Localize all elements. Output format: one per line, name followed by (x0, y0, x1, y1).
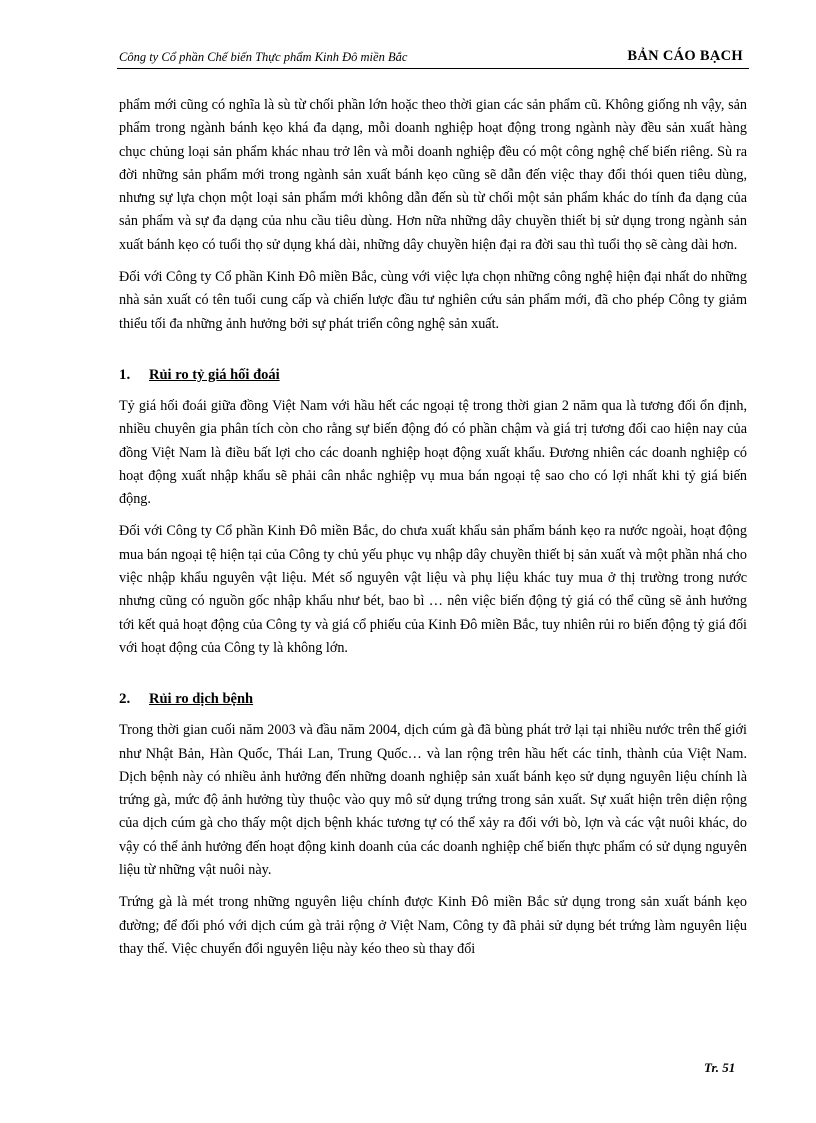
section-heading-exchange-rate-risk (119, 364, 747, 386)
header-company-name: Công ty Cổ phần Chế biến Thực phẩm Kinh Đô miền Bắc (119, 50, 408, 64)
paragraph: Đối với Công ty Cổ phần Kinh Đô miền Bắc, do chưa xuất khẩu sản phẩm bánh kẹo ra nước ngoài, hoạt động mua bán ngoại tệ hiện tại của Công ty chủ yếu phục vụ nhập dây chuyền thiết bị sản xuất và một phần nhá cho việc nhập khẩu nguyên vật liệu. Mét số nguyên vật liệu và phụ liệu khác tuy mua ở thị trường trong nước nhưng cũng có nguồn gốc nhập khẩu như bét, bao bì … nên việc biến động tỷ giá có thể cũng sẽ ảnh hưởng tới kết quả hoạt động của Công ty và giá cổ phiếu của Kinh Đô miền Bắc, tuy nhiên rủi ro biến động tỷ giá đối với hoạt động của Công ty là không lớn. (119, 523, 747, 656)
page-number: Tr. 51 (704, 1060, 736, 1075)
section-heading-epidemic-risk (119, 688, 747, 710)
paragraph: phẩm mới cũng có nghĩa là sù từ chối phần lớn hoặc theo thời gian các sản phẩm cũ. Không giống nh vậy, sản phẩm trong ngành bánh kẹo khá đa dạng, mỗi doanh nghiệp hoạt động trong ngành này đều sản xuất hàng chục chủng loại sản phẩm khác nhau trở lên và mỗi doanh nghiệp đều có một công nghệ chế biến riêng. Sù ra đời những sản phẩm mới trong ngành sản xuất bánh kẹo cũng sẽ dẫn đến việc thay đổi thói quen tiêu dùng, nhưng sự lựa chọn một loại sản phẩm mới không dẫn đến sù từ chối một sản phẩm khác do tính đa dạng của sản phẩm và sự đa dạng của nhu cầu tiêu dùng. Hơn nữa những dây chuyền thiết bị sử dụng trong ngành sản xuất bánh kẹo có tuổi thọ sử dụng khá dài, những dây chuyền hiện đại ra đời sau thì tuổi thọ sẽ càng dài hơn. (119, 97, 747, 253)
paragraph: Trứng gà là mét trong những nguyên liệu chính được Kinh Đô miền Bắc sử dụng trong sản xuất bánh kẹo đường; để đối phó với dịch cúm gà trải rộng ở Việt Nam, Công ty đã phải sử dụng bét trứng làm nguyên liệu thay thế. Việc chuyển đổi nguyên liệu này kéo theo sù thay đổi (119, 894, 747, 957)
header-document-title: BẢN CÁO BẠCH (627, 48, 743, 64)
paragraph: Đối với Công ty Cổ phần Kinh Đô miền Bắc, cùng với việc lựa chọn những công nghệ hiện đại nhất do những nhà sản xuất có tên tuổi cung cấp và chiến lược đầu tư nghiên cứu sản phẩm mới, đã cho phép Công ty giảm thiểu tối đa những ảnh hưởng bởi sự phát triển công nghệ sản xuất. (119, 269, 747, 332)
section-title: Rủi ro dịch bệnh (149, 691, 254, 708)
section-number: 1. (119, 366, 131, 383)
section-title: Rủi ro tỷ giá hối đoái (149, 366, 280, 383)
paragraph: Tỷ giá hối đoái giữa đồng Việt Nam với hầu hết các ngoại tệ trong thời gian 2 năm qua là tương đối ổn định, nhiều chuyên gia phân tích còn cho rằng sự biến động đó có phần chậm và giá trị tương đối cao hiện nay của đồng Việt Nam là điều bất lợi cho các doanh nghiệp hoạt động xuất khẩu. Đương nhiên các doanh nghiệp có hoạt động xuất nhập khẩu sẽ phải cân nhắc nghiệp vụ mua bán ngoại tệ sao cho có lợi nhất khi tỷ giá biến động. (119, 397, 747, 508)
paragraph: Trong thời gian cuối năm 2003 và đầu năm 2004, dịch cúm gà đã bùng phát trở lại tại nhiều nước trên thế giới như Nhật Bản, Hàn Quốc, Thái Lan, Trung Quốc… và lan rộng trên hầu hết các tỉnh, thành của Việt Nam. Dịch bệnh này có nhiều ảnh hưởng đến những doanh nghiệp sản xuất bánh kẹo sử dụng nguyên liệu chính là trứng gà, mức độ ảnh hưởng tùy thuộc vào quy mô sử dụng trứng trong sản xuất. Sự xuất hiện trên diện rộng của dịch cúm gà cho thấy một dịch bệnh khác tương tự có thể xảy ra đối với bò, lợn và các vật nuôi khác, do vậy có thể ảnh hưởng đến hoạt động kinh doanh của các doanh nghiệp chế biến thực phẩm có sử dụng nguyên liệu từ những vật nuôi này. (119, 722, 747, 879)
section-number: 2. (119, 691, 131, 708)
page-body (119, 94, 747, 970)
page-header (117, 48, 749, 69)
